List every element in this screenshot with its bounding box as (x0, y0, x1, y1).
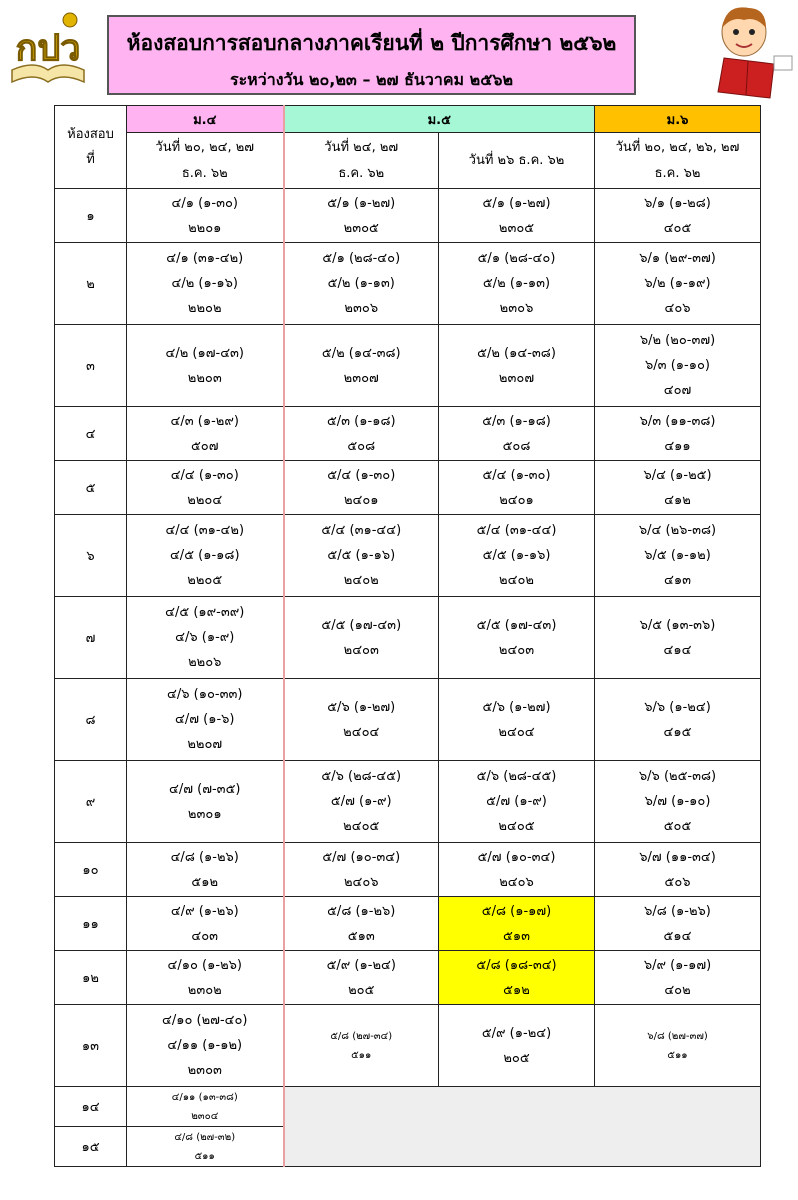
cell-line: ๔/๑ (๓๑-๔๒) (166, 251, 244, 266)
cell-line: ๕/๙ (๑-๒๔) (481, 1025, 552, 1041)
cell-line: ๕/๑ (๑-๒๗) (482, 195, 551, 211)
cell-line: ๒๔๐๑ (343, 492, 379, 508)
cell-line: ๒๒๐๓ (187, 370, 222, 386)
cell-m6 (595, 243, 761, 325)
cell-line: ๕/๔ (๑-๓๐) (482, 467, 551, 483)
cell-line: ๖/๙ (๑-๑๗) (643, 957, 712, 973)
cell-line: ๔/๓ (๑-๒๙) (170, 413, 239, 429)
cell-m5a (284, 461, 439, 515)
cell-line: ๒๒๐๒ (187, 301, 222, 316)
date-header-m4: วันที่ ๒๐, ๒๔, ๒๗ ธ.ค. ๖๒ (127, 133, 284, 189)
cell-line: ๕/๒ (๑๔-๓๘) (321, 345, 401, 361)
cell-line: ๒๔๐๒ (499, 573, 534, 588)
cell-line: ๔/๑ (๑-๓๐) (171, 195, 238, 211)
cell-line: ๒๒๐๗ (187, 737, 223, 752)
room-number: ๑๒ (55, 951, 127, 1005)
cell-line: ๕/๕ (๑-๑๖) (327, 548, 396, 563)
cell-line: ๔๑๒ (664, 492, 691, 508)
table-row (55, 461, 761, 515)
cell-line: ๕/๘ (๑-๑๗) (481, 903, 552, 919)
cell-line: ๕๑๑ (351, 1049, 372, 1061)
room-number: ๑๕ (55, 1127, 127, 1167)
cell-m5a (284, 951, 439, 1005)
cell-line: ๖/๒ (๑-๑๙) (644, 276, 711, 291)
cell-line: ๔/๒ (๑-๑๖) (171, 276, 238, 291)
cell-line: ๕/๒ (๑๔-๓๘) (477, 345, 556, 361)
cell-line: ๕/๓ (๑-๑๘) (482, 413, 551, 429)
cell-line: ๔๐๕ (663, 220, 692, 236)
cell-line: ๖/๗ (๑๑-๓๔) (639, 849, 716, 865)
cell-line: ๖/๕ (๑-๑๒) (644, 548, 711, 563)
cell-line: ๕/๕ (๑๗-๔๓) (476, 617, 557, 633)
cell-line: ๒๓๐๕ (498, 220, 535, 236)
cell-m4 (127, 189, 284, 243)
cell-m5a (284, 1005, 439, 1087)
cell-m4 (127, 761, 284, 843)
cell-line: ๔/๕ (๑-๑๘) (169, 548, 240, 563)
cell-m4 (127, 843, 284, 897)
cell-line: ๕/๖ (๑-๒๗) (482, 699, 551, 715)
room-number: ๑๐ (55, 843, 127, 897)
table-row (55, 1005, 761, 1087)
cell-line: ๒๒๐๔ (187, 492, 223, 508)
table-row (55, 325, 761, 407)
cell-m5b (439, 515, 595, 597)
room-number: ๓ (55, 325, 127, 407)
table-row (55, 597, 761, 679)
cell-line: ๕/๕ (๑๗-๔๓) (321, 617, 402, 633)
cell-m5b (439, 407, 595, 461)
cell-line: ๕/๔ (๓๑-๔๔) (321, 523, 402, 538)
cell-line: ๔/๗ (๑-๖) (175, 712, 235, 727)
room-number: ๑๑ (55, 897, 127, 951)
room-number: ๑๓ (55, 1005, 127, 1087)
cell-line: ๒๓๐๑ (187, 806, 222, 822)
cell-m5a (284, 515, 439, 597)
cell-line: ๒๒๐๑ (188, 220, 222, 236)
cell-line: ๕/๑ (๒๘-๔๐) (477, 251, 556, 266)
cell-line: ๖/๖ (๑-๒๔) (644, 699, 711, 715)
cell-line: ๔๐๒ (664, 982, 691, 998)
logo-text: กปว (15, 27, 81, 69)
cell-line: ๒๔๐๖ (343, 874, 379, 890)
date-header-m5-a: วันที่ ๒๔, ๒๗ ธ.ค. ๖๒ (284, 133, 439, 189)
cell-line: ๕๑๓ (503, 928, 530, 944)
cell-line: ๕/๙ (๑-๒๔) (326, 957, 396, 973)
cell-m4 (127, 407, 284, 461)
cell-m5a (284, 843, 439, 897)
cell-line: ๕/๘ (๒๗-๓๔) (330, 1030, 393, 1042)
cell-line: ๖/๔ (๒๖-๓๘) (638, 523, 717, 538)
cell-line: ๒๓๐๔ (191, 1110, 219, 1122)
cell-line: ๔/๘ (๒๗-๓๒) (174, 1131, 236, 1143)
cell-line: ๒๓๐๗ (343, 370, 379, 386)
cell-m6 (595, 597, 761, 679)
cell-m6 (595, 461, 761, 515)
cell-line: ๕/๖ (๑-๒๗) (327, 699, 396, 715)
cell-m4 (127, 243, 284, 325)
cell-line: ๕/๕ (๑-๑๖) (482, 548, 551, 563)
cell-line: ๔๑๑ (664, 438, 691, 454)
cell-line: ๕/๘ (๑-๒๖) (327, 903, 396, 919)
cell-line: ๔/๑๐ (๑-๒๖) (167, 957, 242, 973)
cell-m4 (127, 897, 284, 951)
room-number: ๒ (55, 243, 127, 325)
room-number: ๕ (55, 461, 127, 515)
cell-line: ๒๓๐๓ (187, 1063, 222, 1078)
date-header-m6: วันที่ ๒๐, ๒๔, ๒๖, ๒๗ ธ.ค. ๖๒ (595, 133, 761, 189)
cell-line: ๕๐๘ (347, 438, 376, 454)
cell-line: ๒๔๐๖ (499, 874, 534, 890)
cell-m5a (284, 897, 439, 951)
cell-line: ๔/๔ (๑-๓๐) (170, 467, 239, 483)
book-logo-icon (4, 8, 92, 88)
cell-line: ๒๓๐๗ (498, 370, 535, 386)
cell-line: ๕๑๓ (347, 928, 375, 944)
cell-line: ๔/๘ (๑-๒๖) (170, 849, 239, 865)
cell-m5b (439, 843, 595, 897)
cell-line: ๕/๗ (๑-๙) (330, 794, 392, 809)
cell-m6 (595, 1005, 761, 1087)
cell-m4 (127, 679, 284, 761)
cell-m6 (595, 325, 761, 407)
cell-m5a (284, 407, 439, 461)
cell-m6 (595, 515, 761, 597)
cell-m4 (127, 515, 284, 597)
cell-line: ๕/๗ (๑-๙) (486, 794, 547, 809)
cell-line: ๒๓๐๖ (499, 301, 534, 316)
cell-m6 (595, 189, 761, 243)
cell-line: ๕๐๖ (664, 874, 691, 890)
cell-line: ๔/๖ (๑-๙) (175, 630, 235, 645)
cell-m5b (439, 761, 595, 843)
cell-m5b (439, 951, 595, 1005)
cell-line: ๒๔๐๒ (343, 573, 379, 588)
table-row (55, 515, 761, 597)
cell-line: ๕/๗ (๑๐-๓๔) (477, 849, 556, 865)
cell-line: ๔๑๔ (663, 642, 692, 658)
cell-m4 (127, 1127, 284, 1167)
cell-line: ๖/๓ (๑๑-๓๘) (639, 413, 716, 429)
cell-line: ๒๓๐๖ (344, 301, 379, 316)
cell-line: ๕๑๑ (194, 1150, 215, 1162)
cell-line: ๕/๗ (๑๐-๓๔) (322, 849, 401, 865)
cell-line: ๒๔๐๔ (343, 724, 380, 740)
cell-m4 (127, 597, 284, 679)
cell-m4 (127, 1005, 284, 1087)
cell-line: ๒๓๐๕ (343, 220, 379, 236)
cell-line: ๒๓๐๒ (187, 982, 222, 998)
cell-line: ๖/๒ (๒๐-๓๗) (639, 333, 716, 348)
table-row (55, 897, 761, 951)
cell-line: ๕๐๘ (502, 438, 531, 454)
group-header-m4: ม.๔ (127, 106, 284, 133)
cell-line: ๖/๔ (๑-๒๕) (643, 467, 712, 483)
cell-line: ๕/๔ (๑-๓๐) (327, 467, 396, 483)
cell-line: ๔๐๖ (664, 301, 691, 316)
cell-line: ๕๑๔ (663, 928, 692, 944)
page-subtitle: ระหว่างวัน ๒๐,๒๓ – ๒๗ ธันวาคม ๒๕๖๒ (229, 70, 514, 89)
room-number: ๑ (55, 189, 127, 243)
cell-m6 (595, 843, 761, 897)
cell-m4 (127, 325, 284, 407)
cell-m4 (127, 1087, 284, 1127)
cell-m5a (284, 325, 439, 407)
cell-line: ๖/๑ (๒๙-๓๗) (639, 251, 716, 266)
cell-line: ๕/๑ (๒๘-๔๐) (322, 251, 401, 266)
cell-m6 (595, 897, 761, 951)
cell-line: ๖/๑ (๑-๒๘) (644, 195, 711, 211)
cell-m5b (439, 461, 595, 515)
cell-line: ๒๔๐๔ (498, 724, 535, 740)
cell-line: ๖/๗ (๑-๑๐) (644, 794, 711, 809)
cell-line: ๒๔๐๑ (499, 492, 534, 508)
empty-area (284, 1087, 761, 1167)
cell-line: ๔/๔ (๓๑-๔๒) (165, 523, 245, 538)
cell-m5a (284, 189, 439, 243)
cell-m5b (439, 897, 595, 951)
cell-line: ๖/๓ (๑-๑๐) (645, 358, 710, 373)
date-header-m5-b: วันที่ ๒๖ ธ.ค. ๖๒ (439, 133, 595, 189)
cell-line: ๒๔๐๕ (498, 819, 535, 834)
boy-reading-icon (704, 2, 796, 100)
room-number: ๔ (55, 407, 127, 461)
cell-line: ๕๐๗ (190, 438, 219, 454)
cell-line: ๒๐๕ (503, 1050, 530, 1066)
cell-m5b (439, 597, 595, 679)
cell-line: ๔/๕ (๑๙-๓๙) (165, 605, 245, 620)
cell-line: ๕/๖ (๒๘-๔๕) (476, 769, 557, 784)
cell-line: ๒๒๐๖ (188, 655, 222, 670)
cell-line: ๕/๒ (๑-๑๓) (327, 276, 395, 291)
room-number: ๙ (55, 761, 127, 843)
room-number: ๗ (55, 597, 127, 679)
room-number: ๖ (55, 515, 127, 597)
cell-line: ๔/๑๑ (๑๓-๓๘) (171, 1091, 238, 1103)
cell-line: ๒๔๐๕ (343, 819, 380, 834)
cell-line: ๔/๗ (๗-๓๕) (169, 781, 241, 797)
table-row (55, 407, 761, 461)
cell-line: ๒๒๐๕ (187, 573, 223, 588)
cell-line: ๔๑๓ (664, 573, 691, 588)
cell-m6 (595, 761, 761, 843)
table-row (55, 243, 761, 325)
cell-line: ๕๑๒ (191, 874, 219, 890)
room-number: ๘ (55, 679, 127, 761)
group-header-m6: ม.๖ (595, 106, 761, 133)
cell-m4 (127, 461, 284, 515)
cell-m5a (284, 597, 439, 679)
cell-line: ๔๐๓ (191, 928, 219, 944)
cell-line: ๕/๖ (๒๘-๔๕) (321, 769, 402, 784)
room-column-header: ห้องสอบ ที่ (55, 106, 127, 189)
cell-m5b (439, 189, 595, 243)
cell-line: ๒๐๕ (348, 982, 375, 998)
cell-m4 (127, 951, 284, 1005)
cell-line: ๕/๓ (๑-๑๘) (326, 413, 396, 429)
cell-line: ๔๑๕ (663, 724, 692, 740)
cell-line: ๔/๒ (๑๗-๔๓) (165, 345, 244, 361)
title-banner (107, 15, 636, 95)
cell-line: ๒๔๐๓ (498, 642, 535, 658)
table-row (55, 761, 761, 843)
cell-line: ๕/๒ (๑-๑๓) (482, 276, 551, 291)
cell-line: ๔๐๗ (663, 383, 692, 398)
cell-line: ๕๑๒ (503, 982, 530, 998)
cell-line: ๖/๖ (๒๕-๓๘) (638, 769, 717, 784)
cell-line: ๖/๘ (๒๗-๓๗) (647, 1030, 708, 1042)
table-row (55, 189, 761, 243)
cell-m5b (439, 243, 595, 325)
room-number: ๑๔ (55, 1087, 127, 1127)
cell-m6 (595, 407, 761, 461)
table-row (55, 1087, 761, 1127)
cell-m5a (284, 679, 439, 761)
cell-line: ๕๐๕ (663, 819, 692, 834)
cell-line: ๔/๑๑ (๑-๑๒) (167, 1038, 243, 1053)
group-header-m5: ม.๕ (284, 106, 595, 133)
cell-m5b (439, 325, 595, 407)
cell-line: ๔/๙ (๑-๒๖) (170, 903, 239, 919)
cell-line: ๔/๑๐ (๒๗-๔๐) (162, 1013, 248, 1028)
cell-line: ๕/๑ (๑-๒๗) (327, 195, 396, 211)
cell-m5b (439, 679, 595, 761)
cell-line: ๕/๘ (๑๘-๓๔) (476, 957, 557, 973)
cell-line: ๕/๔ (๓๑-๔๔) (476, 523, 557, 538)
cell-line: ๖/๕ (๑๓-๓๖) (639, 617, 716, 633)
table-row (55, 679, 761, 761)
cell-m5a (284, 243, 439, 325)
cell-m5b (439, 1005, 595, 1087)
table-row (55, 951, 761, 1005)
exam-room-table (54, 105, 761, 1167)
cell-line: ๔/๖ (๑๐-๓๓) (167, 687, 243, 702)
page-title: ห้องสอบการสอบกลางภาคเรียนที่ ๒ ปีการศึกษา ๒๕๖๒ (126, 31, 617, 55)
table-row (55, 843, 761, 897)
cell-line: ๒๔๐๓ (343, 642, 379, 658)
cell-line: ๕๑๑ (667, 1049, 688, 1061)
cell-m5a (284, 761, 439, 843)
cell-m6 (595, 679, 761, 761)
cell-m6 (595, 951, 761, 1005)
cell-line: ๖/๘ (๑-๒๖) (644, 903, 711, 919)
